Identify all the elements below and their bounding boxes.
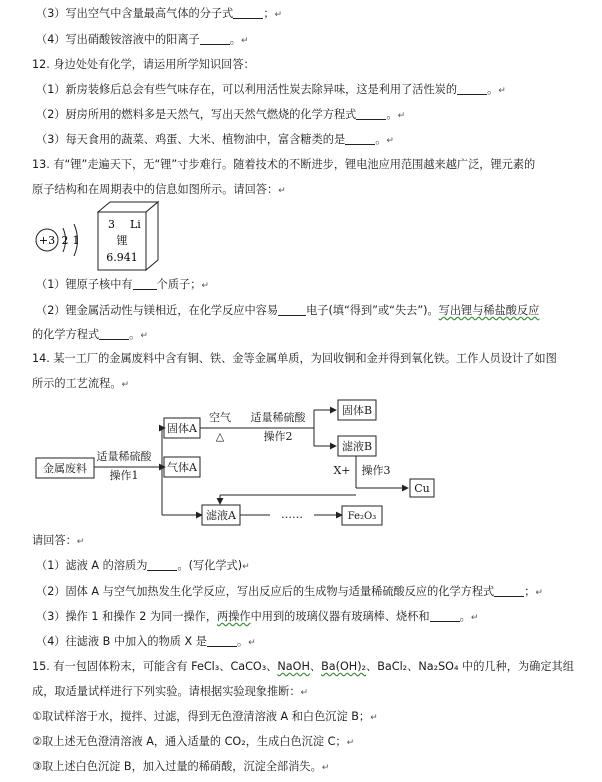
q11-item3-end: ； — [263, 7, 275, 20]
element-symbol: Li — [130, 218, 141, 231]
q13-item1-end: 个质子； — [156, 278, 202, 291]
q15-line2-text: 成，取适量试样进行下列实验。请根据实验现象推断： — [32, 685, 301, 698]
air-label: 空气 — [209, 411, 231, 424]
q12-item2: （2）厨房所用的燃料多是天然气，写出天然气燃烧的化学方程式 。↵ — [36, 108, 406, 121]
q11-item3-text: （3）写出空气中含量最高气体的分子式 — [36, 7, 234, 20]
q13-item1-text: （1）锂原子核中有 — [36, 278, 133, 291]
q14-item2-text: （2）固体 A 与空气加热发生化学反应，写出反应后的生成物与适量稀硫酸反应的化学方程式 — [36, 585, 495, 598]
q13-item2-text: （2）锂金属活动性与镁相近，在化学反应中容易 — [36, 304, 279, 317]
q12-item2-end: 。 — [386, 108, 398, 121]
answer-blank[interactable] — [133, 277, 157, 290]
q11-item4-end: 。 — [229, 33, 241, 46]
q14-item3-end: 。 — [459, 610, 471, 623]
atomic-number: 3 — [108, 218, 115, 231]
answer-blank[interactable] — [494, 584, 524, 597]
shell-2-electrons: 1 — [72, 234, 80, 247]
answer-blank[interactable] — [356, 107, 386, 120]
answer-blank[interactable] — [345, 132, 375, 145]
q15-line2: 成，取适量试样进行下列实验。请根据实验现象推断：↵ — [32, 685, 309, 698]
q11-item4: （4）写出硝酸铵溶液中的阳离子 。↵ — [36, 33, 249, 46]
q15-line1-text: 15. 有一包固体粉末，可能含有 FeCl₃、CaCO₃、 — [32, 660, 278, 673]
answer-blank[interactable] — [278, 303, 306, 316]
answer-blank[interactable] — [207, 634, 237, 647]
q15-line1-sep: 、 — [309, 660, 322, 673]
acid2-label: 适量稀硫酸 — [250, 411, 306, 424]
fe2o3-label: Fe₂O₃ — [347, 511, 377, 522]
q15-step1: ①取试样溶于水，搅拌、过滤，得到无色澄清溶液 A 和白色沉淀 B；↵ — [32, 710, 378, 723]
op1-label: 操作1 — [109, 469, 139, 482]
q15-step1-text: ①取试样溶于水，搅拌、过滤，得到无色澄清溶液 A 和白色沉淀 B； — [32, 710, 371, 723]
q14-answer-prompt: 请回答：↵ — [32, 534, 85, 547]
q14-item3-text: （3）操作 1 和操作 2 为同一操作， — [36, 610, 218, 623]
q14-item2-end: ； — [524, 585, 536, 598]
q14-item4-text: （4）往滤液 B 中加入的物质 X 是 — [36, 635, 207, 648]
solid-b-label: 固体B — [341, 404, 373, 417]
dots-label: …… — [281, 508, 303, 521]
q14-line1: 14. 某一工厂的金属废料中含有铜、铁、金等金属单质，为回收铜和金并得到氧化铁。工作人员设计了如图 — [32, 352, 557, 365]
q14-item3: （3）操作 1 和操作 2 为同一操作，两操作中用到的玻璃仪器有玻璃棒、烧杯和 。↵ — [36, 610, 479, 623]
shell-1-electrons: 2 — [61, 234, 69, 247]
q12-item3-end: 。 — [375, 133, 387, 146]
q15-naoh: NaOH — [277, 660, 310, 673]
heat-label: △ — [215, 430, 225, 443]
q14-item4-end: 。 — [236, 635, 249, 648]
waste-label: 金属废料 — [43, 462, 87, 475]
answer-blank[interactable] — [430, 609, 460, 622]
answer-blank[interactable] — [200, 32, 230, 45]
answer-blank[interactable] — [457, 82, 487, 95]
q14-line2-text: 所示的工艺流程。 — [32, 377, 122, 390]
process-flow-diagram — [30, 396, 450, 530]
q12-item1-end: 。 — [487, 83, 499, 96]
q14-item2: （2）固体 A 与空气加热发生化学反应，写出反应后的生成物与适量稀硫酸反应的化学方程式 ；↵ — [36, 585, 543, 598]
q14-item1: （1）滤液 A 的溶质为 。(写化学式)↵ — [36, 559, 250, 572]
op3-label: 操作3 — [361, 464, 391, 477]
q14-answer-text: 请回答： — [32, 534, 77, 547]
q15-line1-end: 、BaCl₂、Na₂SO₄ 中的几种，为确定其组 — [366, 660, 574, 673]
q12-item1: （1）新房装修后总会有些气味存在，可以利用活性炭去除异味，这是利用了活性炭的 。↵ — [36, 83, 506, 96]
element-name: 锂 — [116, 234, 128, 247]
q14-line2: 所示的工艺流程。↵ — [32, 377, 130, 390]
q13-item2-mid: 电子(填“得到”或“失去”)。 — [306, 304, 439, 317]
q12-item1-text: （1）新房装修后总会有些气味存在，可以利用活性炭去除异味，这是利用了活性炭的 — [36, 83, 458, 96]
solid-a-label: 固体A — [167, 422, 197, 435]
q11-item4-text: （4）写出硝酸铵溶液中的阳离子 — [36, 33, 200, 46]
q13-item2-line2: 的化学方程式 。↵ — [32, 328, 148, 341]
cu-label: Cu — [414, 482, 430, 495]
q13-line2-text: 原子结构和在周期表中的信息如图所示。请回答： — [32, 183, 279, 196]
acid1-label: 适量稀硫酸 — [96, 450, 152, 463]
q15-line1 — [32, 659, 574, 675]
q12-item3-text: （3）每天食用的蔬菜、鸡蛋、大米、植物油中，富含糖类的是 — [36, 133, 346, 146]
q13-line1: 13. 有“锂”走遍天下，无“锂”寸步难行。随着技术的不断进步，锂电池应用范围越来越广泛，锂元素的 — [32, 158, 536, 171]
q13-item2-line2-text: 的化学方程式 — [32, 328, 100, 341]
lithium-figure — [30, 198, 180, 274]
q14-item3-wavy: 两操作 — [217, 610, 251, 623]
answer-blank[interactable] — [233, 6, 263, 19]
q13-line2: 原子结构和在周期表中的信息如图所示。请回答：↵ — [32, 183, 286, 196]
filtrate-a-label: 滤液A — [206, 509, 236, 522]
atom-structure-diagram — [36, 224, 80, 256]
q14-item1-end: 。(写化学式) — [177, 559, 243, 572]
atomic-mass: 6.941 — [106, 251, 138, 264]
q12-title: 12. 身边处处有化学，请运用所学知识回答： — [32, 58, 255, 71]
q15-step3-text: ③取上述白色沉淀 B，加入过量的稀硝酸，沉淀全部消失。 — [32, 760, 322, 773]
q14-item1-text: （1）滤液 A 的溶质为 — [36, 559, 148, 572]
q13-item1: （1）锂原子核中有 个质子；↵ — [36, 278, 209, 291]
periodic-element-cell — [98, 202, 158, 270]
q13-item2-line2-end: 。 — [129, 328, 141, 341]
nucleus-charge: +3 — [38, 234, 56, 247]
q12-item2-text: （2）厨房所用的燃料多是天然气，写出天然气燃烧的化学方程式 — [36, 108, 357, 121]
filtrate-b-label: 滤液B — [341, 440, 373, 453]
answer-blank[interactable] — [147, 558, 177, 571]
q14-item4: （4）往滤液 B 中加入的物质 X 是 。↵ — [36, 635, 256, 648]
q15-step2-text: ②取上述无色澄清溶液 A，通入适量的 CO₂，生成白色沉淀 C； — [32, 735, 347, 748]
op2-label: 操作2 — [263, 430, 293, 443]
q14-item3-mid: 中用到的玻璃仪器有玻璃棒、烧杯和 — [250, 610, 430, 623]
q13-item2 — [36, 303, 539, 319]
q13-item2-wavy: 写出锂与稀盐酸反应 — [438, 304, 540, 317]
q15-step3: ③取上述白色沉淀 B，加入过量的稀硝酸，沉淀全部消失。↵ — [32, 760, 330, 773]
answer-blank[interactable] — [99, 327, 129, 340]
q12-item3: （3）每天食用的蔬菜、鸡蛋、大米、植物油中，富含糖类的是 。↵ — [36, 133, 394, 146]
q15-step2: ②取上述无色澄清溶液 A，通入适量的 CO₂，生成白色沉淀 C；↵ — [32, 735, 355, 748]
x-plus-label: X+ — [333, 464, 351, 477]
q15-baoh: Ba(OH)₂ — [321, 660, 367, 673]
gas-a-label: 气体A — [167, 461, 197, 474]
q11-item3: （3）写出空气中含量最高气体的分子式 ；↵ — [36, 7, 283, 20]
